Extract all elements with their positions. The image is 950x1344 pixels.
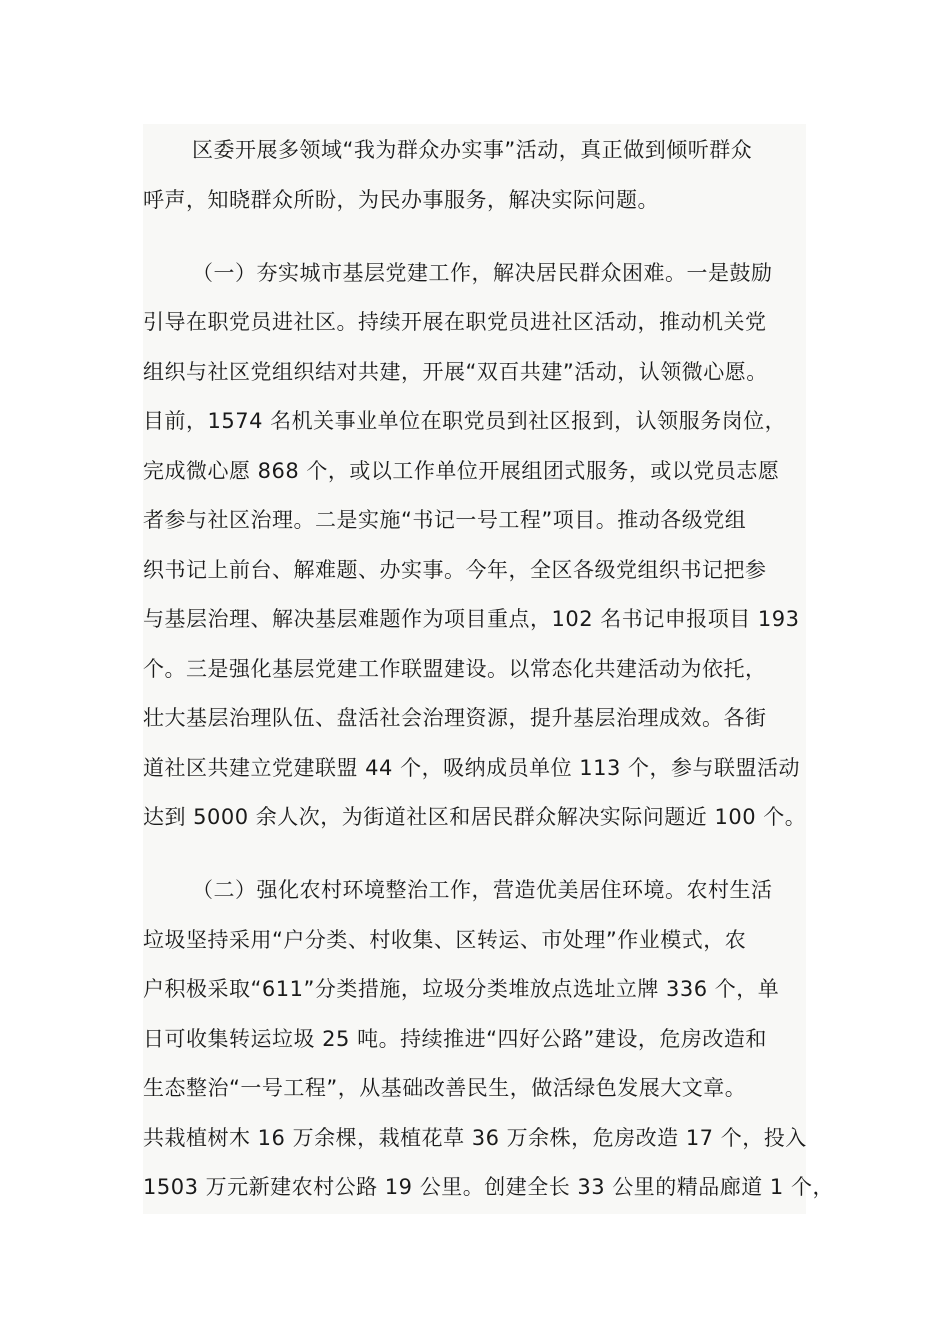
paragraph-2-line-6: 者参与社区治理。二是实施“书记一号工程”项目。推动各级党组 [143, 508, 747, 532]
paragraph-3-line-1: （二）强化农村环境整治工作，营造优美居住环境。农村生活 [192, 878, 773, 902]
document-body [143, 124, 834, 1214]
paragraph-3-line-6: 共栽植树木 16 万余棵，栽植花草 36 万余株，危房改造 17 个，投入 [143, 1126, 807, 1150]
paragraph-2-line-11: 道社区共建立党建联盟 44 个，吸纳成员单位 113 个，参与联盟活动 [143, 756, 801, 780]
paragraph-3-line-5: 生态整治“一号工程”，从基础改善民生，做活绿色发展大文章。 [143, 1076, 747, 1100]
paragraph-2-line-5: 完成微心愿 868 个，或以工作单位开展组团式服务，或以党员志愿 [143, 459, 780, 483]
paragraph-2-line-4: 目前，1574 名机关事业单位在职党员到社区报到，认领服务岗位， [143, 409, 787, 433]
paragraph-1-line-2: 呼声，知晓群众所盼，为民办事服务，解决实际问题。 [143, 188, 659, 212]
paragraph-2-line-9: 个。三是强化基层党建工作联盟建设。以常态化共建活动为依托， [143, 657, 767, 681]
paragraph-2-line-10: 壮大基层治理队伍、盘活社会治理资源，提升基层治理成效。各街 [143, 706, 767, 730]
paragraph-3-line-4: 日可收集转运垃圾 25 吨。持续推进“四好公路”建设，危房改造和 [143, 1027, 767, 1051]
paragraph-1-line-1: 区委开展多领域“我为群众办实事”活动，真正做到倾听群众 [192, 138, 753, 162]
paragraph-3-line-2: 垃圾坚持采用“户分类、村收集、区转运、市处理”作业模式，农 [143, 928, 747, 952]
paragraph-2-line-8: 与基层治理、解决基层难题作为项目重点，102 名书记申报项目 193 [143, 607, 800, 631]
paragraph-2-line-3: 组织与社区党组织结对共建，开展“双百共建”活动，认领微心愿。 [143, 360, 768, 384]
paragraph-2-line-1: （一）夯实城市基层党建工作，解决居民群众困难。一是鼓励 [192, 261, 773, 285]
paragraph-2-line-7: 织书记上前台、解难题、办实事。今年，全区各级党组织书记把参 [143, 558, 767, 582]
paragraph-2-line-12: 达到 5000 余人次，为街道社区和居民群众解决实际问题近 100 个。 [143, 805, 807, 829]
paragraph-3-line-7: 1503 万元新建农村公路 19 公里。创建全长 33 公里的精品廊道 1 个， [143, 1175, 834, 1199]
paragraph-2-line-2: 引导在职党员进社区。持续开展在职党员进社区活动，推动机关党 [143, 310, 767, 334]
paragraph-3-line-3: 户积极采取“611”分类措施，垃圾分类堆放点选址立牌 336 个，单 [143, 977, 780, 1001]
